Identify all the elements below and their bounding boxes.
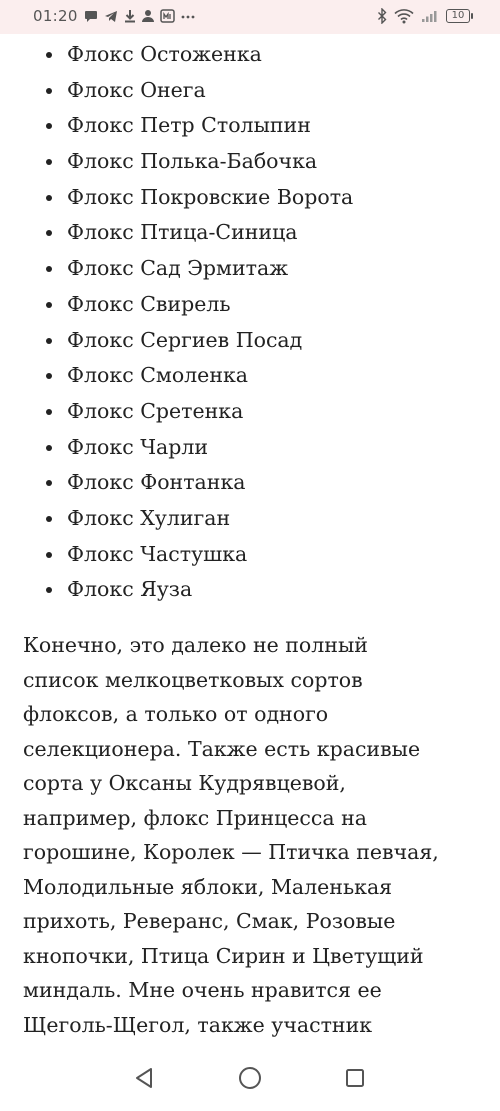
paragraph-line: миндаль. Мне очень нравится ее xyxy=(23,978,382,1002)
bluetooth-icon xyxy=(377,7,387,25)
list-item-label: Флокс Яуза xyxy=(67,577,193,602)
list-item-label: Флокс Сад Эрмитаж xyxy=(67,256,289,281)
download-icon xyxy=(124,7,136,25)
list-item-label: Флокс Полька-Бабочка xyxy=(67,149,318,174)
back-icon xyxy=(133,1066,155,1090)
home-button[interactable] xyxy=(232,1060,268,1096)
list-item-label: Флокс Сретенка xyxy=(67,398,244,423)
recents-icon xyxy=(344,1067,366,1089)
telegram-icon xyxy=(104,7,118,25)
chat-bubble-icon xyxy=(84,7,98,25)
bullet-icon xyxy=(46,373,52,379)
status-left xyxy=(33,7,195,25)
list-item xyxy=(0,537,500,573)
list-item xyxy=(0,108,500,144)
paragraph-line: Конечно, это далеко не полный xyxy=(23,633,368,657)
list-item xyxy=(0,180,500,216)
wifi-icon xyxy=(394,7,414,25)
bullet-icon xyxy=(46,516,52,522)
bullet-icon xyxy=(46,52,52,58)
bullet-icon xyxy=(46,552,52,558)
paragraph-line: прихоть, Реверанс, Смак, Розовые xyxy=(23,909,396,933)
list-item-label: Флокс Смоленка xyxy=(67,363,249,388)
bullet-icon xyxy=(46,480,52,486)
article-content xyxy=(0,34,500,1044)
bullet-icon xyxy=(46,123,52,129)
list-item xyxy=(0,251,500,287)
bullet-icon xyxy=(46,302,52,308)
list-item-label: Флокс Онега xyxy=(67,77,206,102)
list-item-label: Флокс Остоженка xyxy=(67,42,262,66)
list-item-label: Флокс Покровские Ворота xyxy=(67,184,354,209)
status-bar xyxy=(0,0,500,34)
list-item-label: Флокс Частушка xyxy=(67,541,248,566)
bullet-icon xyxy=(46,159,52,165)
bullet-icon xyxy=(46,266,52,272)
list-item xyxy=(0,287,500,323)
paragraph-line: Щеголь-Щегол, также участник xyxy=(23,1012,373,1037)
bullet-icon xyxy=(46,587,52,593)
list-item xyxy=(0,323,500,359)
status-time: 01:20 xyxy=(33,7,78,25)
bullet-icon xyxy=(46,88,52,94)
list-item xyxy=(0,430,500,466)
bullet-icon xyxy=(46,338,52,344)
back-button[interactable] xyxy=(126,1060,162,1096)
bullet-icon xyxy=(46,230,52,236)
list-item xyxy=(0,465,500,501)
paragraph-line: флоксов, а только от одного xyxy=(23,702,329,726)
phlox-variety-list xyxy=(0,37,500,608)
list-item xyxy=(0,394,500,430)
list-item-label: Флокс Хулиган xyxy=(67,505,231,530)
list-item xyxy=(0,215,500,251)
bullet-icon xyxy=(46,445,52,451)
article-paragraph xyxy=(23,628,483,1042)
status-right xyxy=(377,7,470,25)
list-item-label: Флокс Свирель xyxy=(67,291,231,316)
paragraph-line: список мелкоцветковых сортов xyxy=(23,667,363,692)
paragraph-line: Молодильные яблоки, Маленькая xyxy=(23,874,393,899)
list-item xyxy=(0,501,500,537)
home-icon xyxy=(237,1065,263,1091)
bullet-icon xyxy=(46,195,52,201)
list-item-label: Флокс Птица-Синица xyxy=(67,220,298,245)
list-item-label: Флокс Фонтанка xyxy=(67,470,246,495)
list-item xyxy=(0,73,500,109)
recents-button[interactable] xyxy=(337,1060,373,1096)
navigation-bar xyxy=(0,1044,500,1111)
paragraph-line: например, флокс Принцесса на xyxy=(23,805,368,830)
list-item-label: Флокс Петр Столыпин xyxy=(67,113,311,138)
signal-icon xyxy=(421,7,439,25)
list-item-label: Флокс Чарли xyxy=(67,434,209,459)
list-item xyxy=(0,358,500,394)
bullet-icon xyxy=(46,409,52,415)
more-dots-icon xyxy=(181,7,195,25)
media-icon xyxy=(160,7,175,25)
list-item-label: Флокс Сергиев Посад xyxy=(67,327,303,352)
list-item xyxy=(0,37,500,73)
paragraph-line: горошине, Королек — Птичка певчая, xyxy=(23,840,439,864)
paragraph-line: селекционера. Также есть красивые xyxy=(23,736,421,761)
paragraph-line: кнопочки, Птица Сирин и Цветущий xyxy=(23,943,424,968)
paragraph-line: сорта у Оксаны Кудрявцевой, xyxy=(23,771,346,795)
list-item xyxy=(0,144,500,180)
battery-icon: 10 xyxy=(446,9,470,23)
list-item xyxy=(0,572,500,608)
person-icon xyxy=(142,7,154,25)
